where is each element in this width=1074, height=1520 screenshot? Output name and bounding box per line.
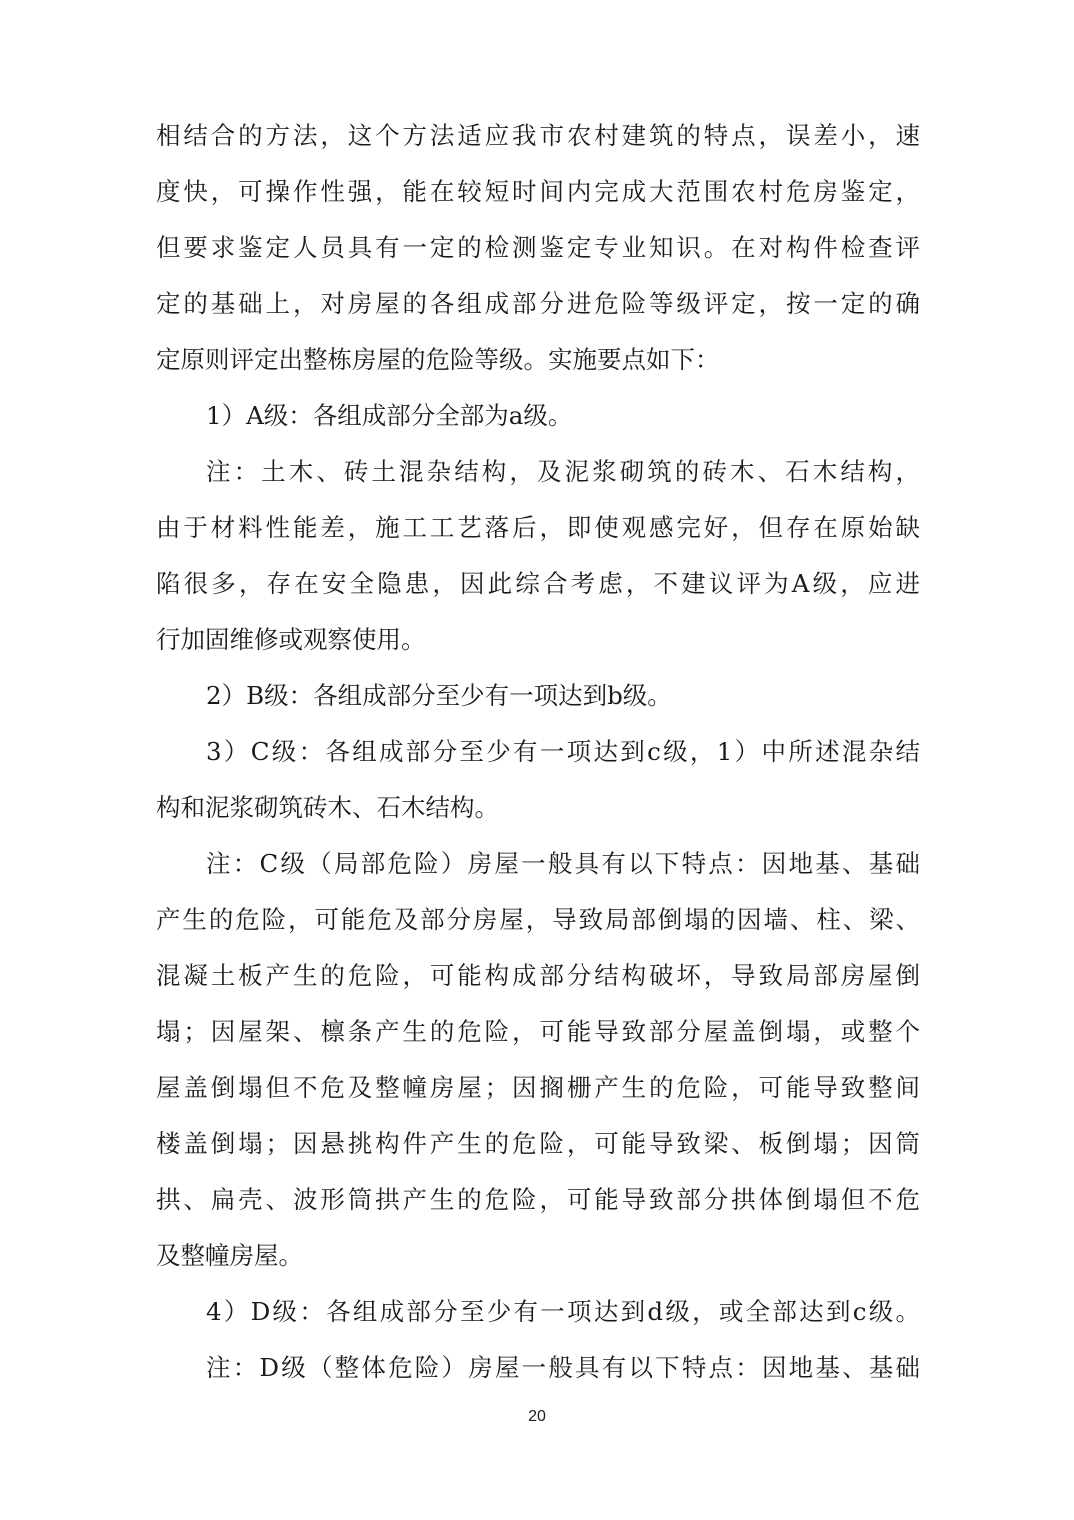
- grade-d-item: 4）D级：各组成部分至少有一项达到d级，或全部达到c级。: [206, 1297, 920, 1326]
- text-line: 拱、扁壳、波形筒拱产生的危险，可能导致部分拱体倒塌但不危: [156, 1185, 920, 1214]
- text-line: 但要求鉴定人员具有一定的检测鉴定专业知识。在对构件检查评: [156, 233, 920, 262]
- body-text: [156, 108, 920, 1396]
- text-line: 及整幢房屋。: [156, 1241, 303, 1270]
- text-line: 屋盖倒塌但不危及整幢房屋；因搁栅产生的危险，可能导致整间: [156, 1073, 920, 1102]
- page-number: 20: [528, 1408, 546, 1425]
- text-line: 陷很多，存在安全隐患，因此综合考虑，不建议评为A级，应进: [156, 569, 920, 598]
- text-line: 楼盖倒塌；因悬挑构件产生的危险，可能导致梁、板倒塌；因筒: [156, 1129, 920, 1158]
- grade-b-item: 2）B级：各组成部分至少有一项达到b级。: [206, 681, 672, 710]
- text-line: 混凝土板产生的危险，可能构成部分结构破坏，导致局部房屋倒: [156, 961, 920, 990]
- text-line: 定的基础上，对房屋的各组成部分进危险等级评定，按一定的确: [156, 289, 920, 318]
- text-line: 定原则评定出整栋房屋的危险等级。实施要点如下：: [156, 345, 720, 374]
- text-line: 产生的危险，可能危及部分房屋，导致局部倒塌的因墙、柱、梁、: [156, 905, 920, 934]
- grade-c-note: 注：C级（局部危险）房屋一般具有以下特点：因地基、基础: [206, 849, 920, 878]
- text-line: 构和泥浆砌筑砖木、石木结构。: [156, 793, 499, 822]
- text-line: 塌；因屋架、檩条产生的危险，可能导致部分屋盖倒塌，或整个: [156, 1017, 920, 1046]
- text-line: 行加固维修或观察使用。: [156, 625, 426, 654]
- text-line: 度快，可操作性强，能在较短时间内完成大范围农村危房鉴定，: [156, 177, 920, 206]
- text-line: 由于材料性能差，施工工艺落后，即使观感完好，但存在原始缺: [156, 513, 920, 542]
- text-line: 相结合的方法，这个方法适应我市农村建筑的特点，误差小，速: [156, 121, 920, 150]
- grade-a-note: 注：土木、砖土混杂结构，及泥浆砌筑的砖木、石木结构，: [206, 457, 920, 486]
- grade-d-note: 注：D级（整体危险）房屋一般具有以下特点：因地基、基础: [206, 1353, 920, 1382]
- grade-a-item: 1）A级：各组成部分全部为a级。: [206, 401, 573, 430]
- grade-c-item: 3）C级：各组成部分至少有一项达到c级，1）中所述混杂结: [206, 737, 920, 766]
